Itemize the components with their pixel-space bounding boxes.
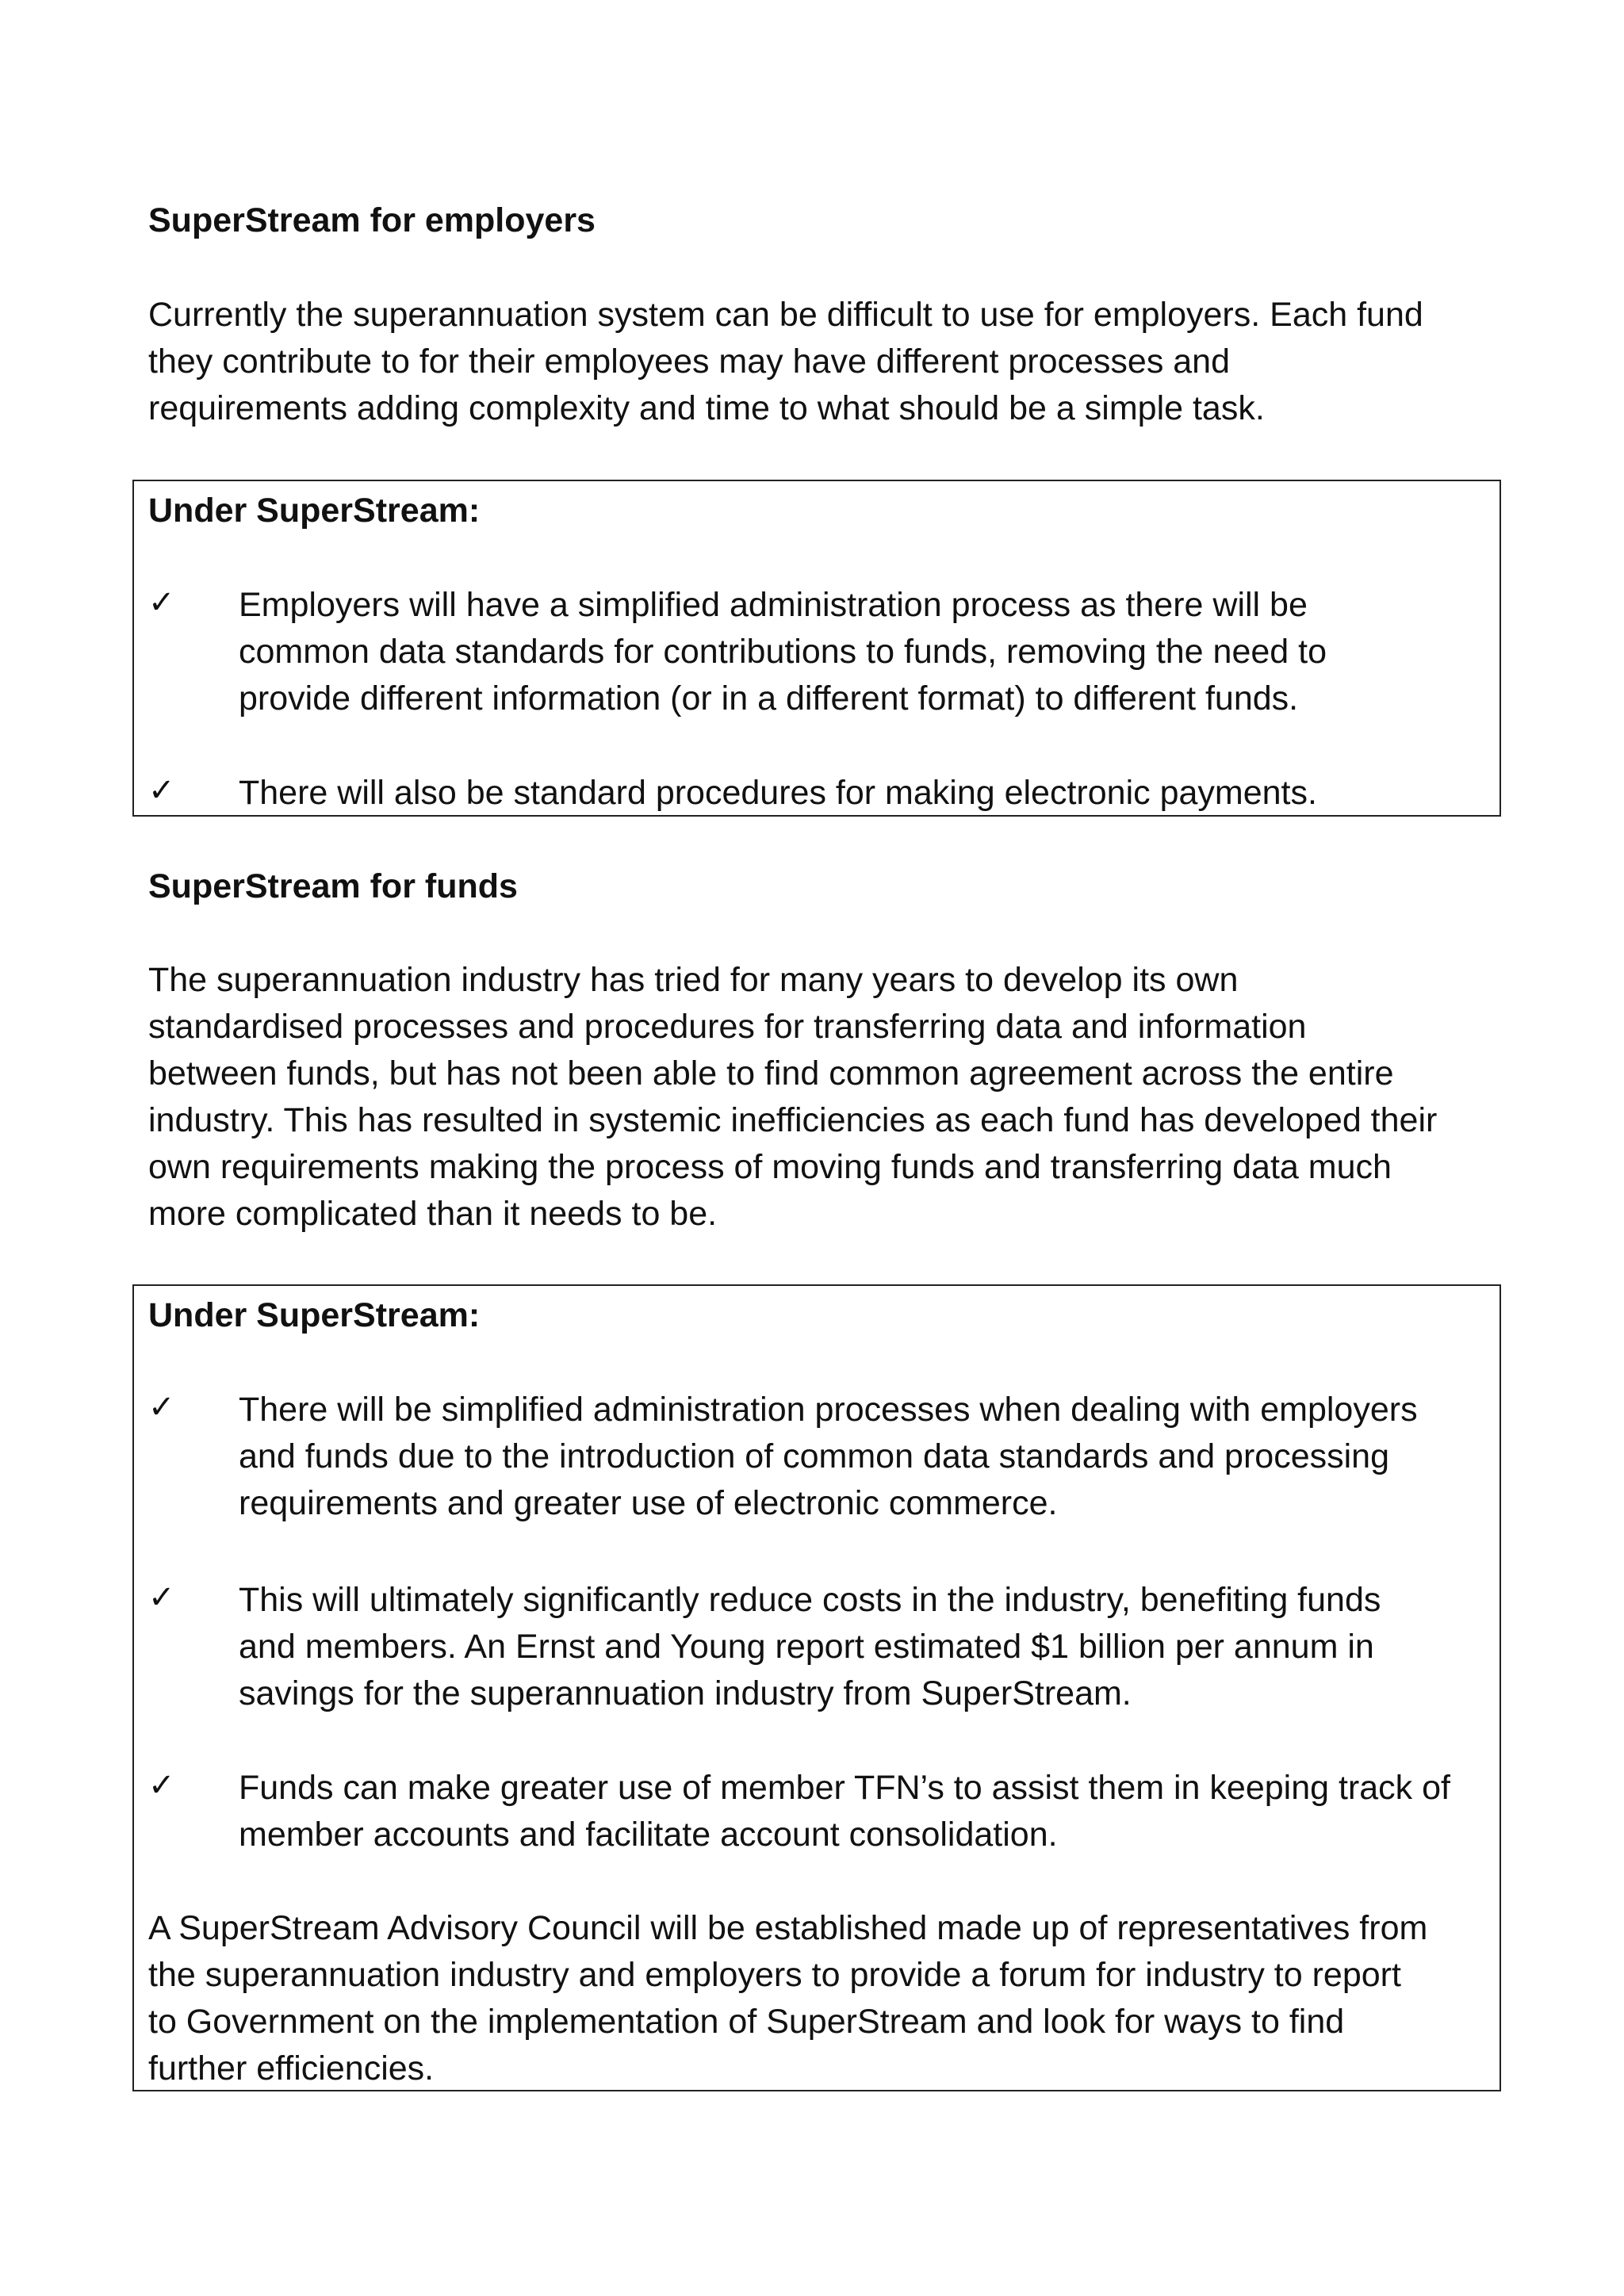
funds-intro-paragraph	[148, 957, 1496, 1238]
item-line: and funds due to the introduction of common data standards and processing	[239, 1437, 1389, 1475]
box-title: Under SuperStream:	[148, 1296, 481, 1334]
paragraph-line: industry. This has resulted in systemic inefficiencies as each fund has developed their	[148, 1101, 1438, 1139]
paragraph-line: Currently the superannuation system can be difficult to use for employers. Each fund	[148, 296, 1423, 334]
checkmark-icon: ✓	[148, 1579, 175, 1616]
checkmark-icon: ✓	[148, 1767, 175, 1804]
paragraph-line: further efficiencies.	[148, 2049, 435, 2087]
funds-superstream-box	[132, 1284, 1501, 2091]
item-line: This will ultimately significantly reduce costs in the industry, benefiting funds	[239, 1581, 1381, 1619]
item-line: member accounts and facilitate account consolidation.	[239, 1816, 1058, 1854]
paragraph-line: to Government on the implementation of SuperStream and look for ways to find	[148, 2003, 1345, 2041]
item-line: and members. An Ernst and Young report estimated $1 billion per annum in	[239, 1628, 1374, 1666]
paragraph-line: they contribute to for their employees may have different processes and	[148, 342, 1231, 381]
box-item	[239, 582, 1492, 722]
checkmark-icon: ✓	[148, 1389, 175, 1425]
item-line: There will also be standard procedures for making electronic payments.	[239, 774, 1317, 812]
paragraph-line: The superannuation industry has tried for many years to develop its own	[148, 961, 1239, 999]
advisory-council-paragraph	[148, 1905, 1496, 2092]
box-item	[239, 770, 1492, 817]
paragraph-line: the superannuation industry and employers to provide a forum for industry to report	[148, 1956, 1401, 1994]
item-line: Employers will have a simplified administration process as there will be	[239, 586, 1308, 624]
paragraph-line: more complicated than it needs to be.	[148, 1195, 718, 1233]
paragraph-line: A SuperStream Advisory Council will be established made up of representatives from	[148, 1909, 1428, 1947]
item-line: common data standards for contributions to funds, removing the need to	[239, 633, 1327, 671]
item-line: savings for the superannuation industry from SuperStream.	[239, 1674, 1132, 1712]
checkmark-icon: ✓	[148, 584, 175, 621]
employers-superstream-box	[132, 480, 1501, 817]
item-line: Funds can make greater use of member TFN’s to assist them in keeping track of	[239, 1769, 1450, 1807]
box-item	[239, 1387, 1492, 1527]
box-title: Under SuperStream:	[148, 492, 481, 530]
box-item	[239, 1765, 1492, 1858]
paragraph-line: between funds, but has not been able to find common agreement across the entire	[148, 1054, 1394, 1093]
paragraph-line: standardised processes and procedures for transferring data and information	[148, 1008, 1307, 1046]
item-line: provide different information (or in a different format) to different funds.	[239, 679, 1299, 718]
employers-intro-paragraph	[148, 292, 1496, 432]
box-item	[239, 1577, 1492, 1717]
heading-employers: SuperStream for employers	[148, 201, 596, 239]
paragraph-line: requirements adding complexity and time to what should be a simple task.	[148, 389, 1265, 427]
item-line: requirements and greater use of electronic commerce.	[239, 1484, 1058, 1522]
checkmark-icon: ✓	[148, 772, 175, 809]
item-line: There will be simplified administration processes when dealing with employers	[239, 1391, 1418, 1429]
heading-funds: SuperStream for funds	[148, 867, 518, 905]
paragraph-line: own requirements making the process of moving funds and transferring data much	[148, 1148, 1392, 1186]
